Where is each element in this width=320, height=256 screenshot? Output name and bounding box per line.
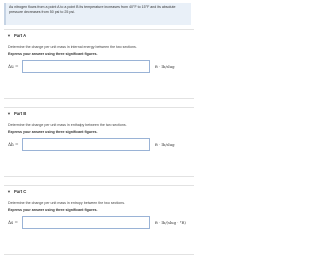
part-a-note: Express your answer using three significant figures.: [8, 52, 98, 56]
part-b-answer-input[interactable]: [22, 138, 150, 151]
part-b-unit: ft · lb/slug: [155, 142, 175, 147]
part-a-answer-row: [8, 60, 175, 73]
part-b-instruction: Determine the change per unit mass in enthalpy between the two sections.: [8, 123, 127, 127]
part-c-note: Express your answer using three significant figures.: [8, 208, 98, 212]
part-b-variable-label: Δh =: [8, 142, 19, 147]
part-a-header[interactable]: [7, 33, 26, 38]
part-a-answer-input[interactable]: [22, 60, 150, 73]
part-b-header[interactable]: [7, 111, 26, 116]
part-a-variable-label: Δu =: [8, 64, 19, 69]
part-b-answer-row: [8, 138, 175, 151]
part-b-section: [4, 107, 194, 177]
part-c-header[interactable]: [7, 189, 26, 194]
part-b-label[interactable]: Part B: [13, 111, 27, 116]
part-c-variable-label: Δs =: [8, 220, 19, 225]
part-b-note: Express your answer using three significant figures.: [8, 130, 98, 134]
part-a-instruction: Determine the change per unit mass in internal energy between the two sections.: [8, 45, 137, 49]
part-c-answer-input[interactable]: [22, 216, 150, 229]
part-a-unit: ft · lb/slug: [155, 64, 175, 69]
part-a-label[interactable]: Part A: [13, 33, 27, 38]
triangle-down-icon[interactable]: ▼: [7, 33, 11, 38]
part-c-unit: ft · lb/(slug · °R): [155, 220, 186, 225]
problem-statement: [4, 3, 191, 25]
part-c-instruction: Determine the change per unit mass in entropy between the two sections.: [8, 201, 126, 205]
part-c-section: [4, 185, 194, 255]
problem-text: As nitrogen flows from a point A to a point B its temperature increases from 40°F to 15°F and its absolute pressure decreases from 50 psi to 25 psi.: [9, 5, 176, 14]
triangle-down-icon[interactable]: ▼: [7, 189, 11, 194]
part-c-answer-row: [8, 216, 186, 229]
triangle-down-icon[interactable]: ▼: [7, 111, 11, 116]
part-c-label[interactable]: Part C: [13, 189, 27, 194]
part-a-section: [4, 29, 194, 99]
